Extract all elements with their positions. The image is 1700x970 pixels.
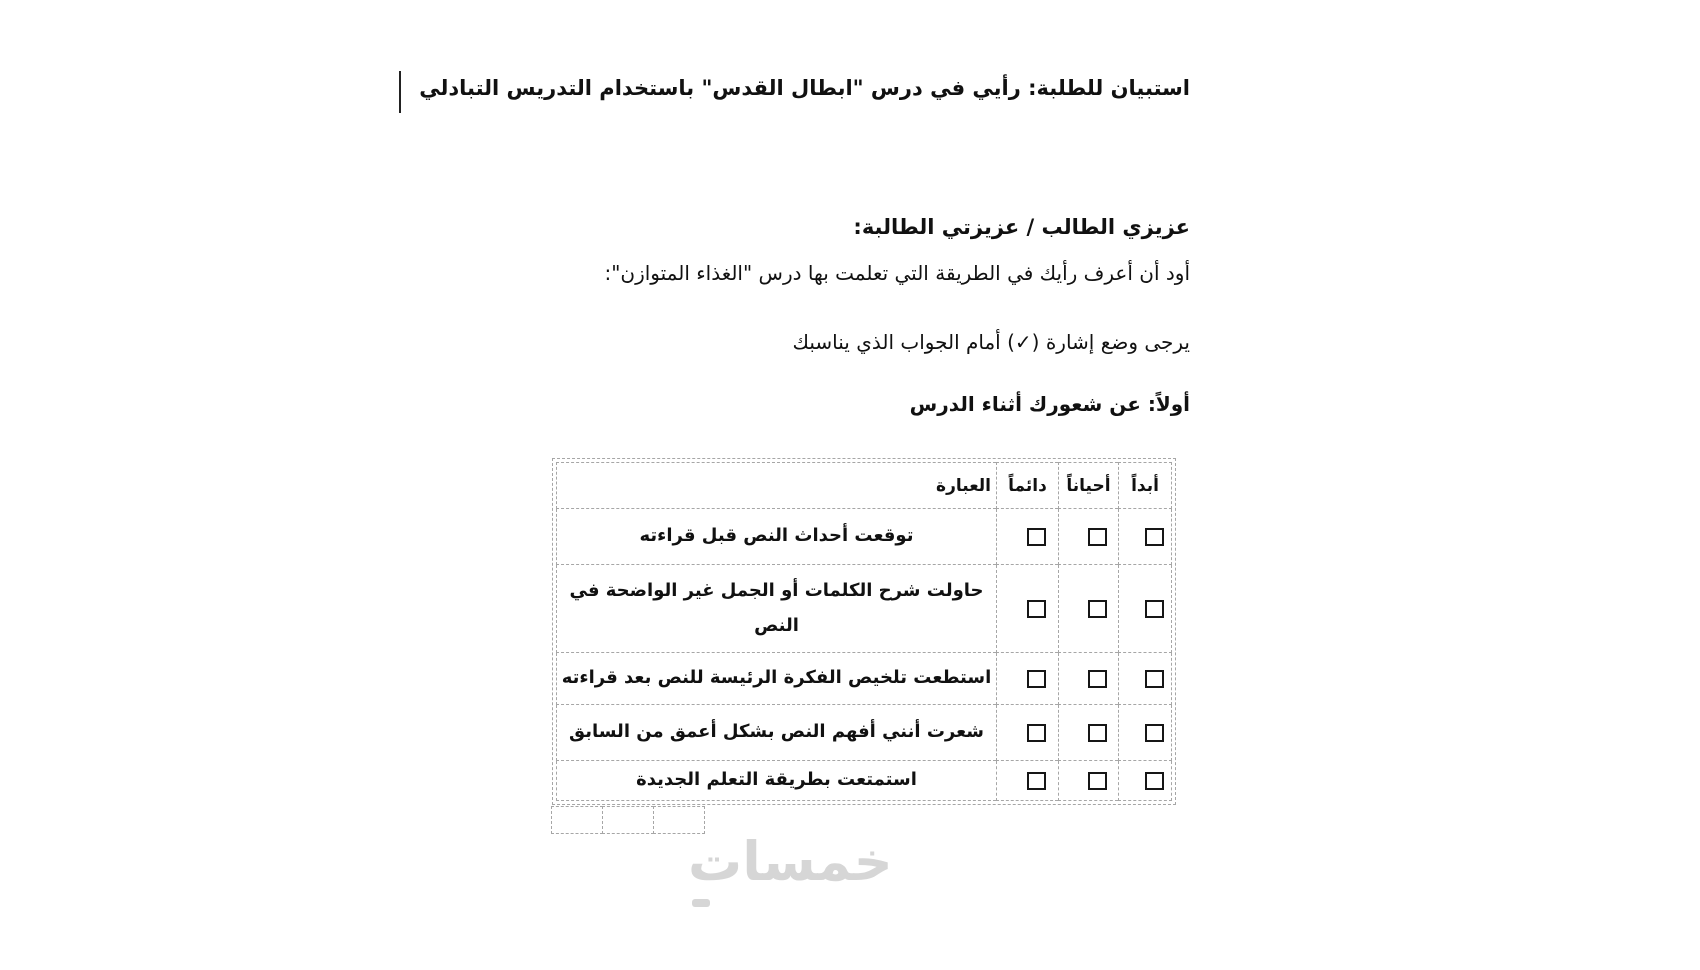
never-checkbox[interactable] <box>1145 772 1164 790</box>
table-row <box>557 761 1172 801</box>
never-checkbox[interactable] <box>1145 670 1164 688</box>
always-cell <box>997 565 1059 653</box>
section-heading: أولاً: عن شعورك أثناء الدرس <box>909 392 1190 416</box>
table-row <box>557 705 1172 761</box>
khamsat-watermark: خمسات <box>688 830 893 893</box>
never-checkbox[interactable] <box>1145 528 1164 546</box>
never-checkbox[interactable] <box>1145 600 1164 618</box>
sometimes-cell <box>1059 761 1119 801</box>
greeting-line: عزيزي الطالب / عزيزتي الطالبة: <box>853 215 1190 239</box>
sometimes-checkbox[interactable] <box>1088 772 1107 790</box>
header-never: أبداً <box>1119 463 1172 509</box>
document-title: استبيان للطلبة: رأيي في درس "ابطال القدس" باستخدام التدريس التبادلي <box>419 76 1190 100</box>
survey-table <box>552 458 1176 805</box>
always-cell <box>997 761 1059 801</box>
never-cell <box>1119 705 1172 761</box>
never-cell <box>1119 653 1172 705</box>
always-cell <box>997 509 1059 565</box>
sometimes-checkbox[interactable] <box>1088 670 1107 688</box>
never-cell <box>1119 761 1172 801</box>
table-row <box>557 653 1172 705</box>
header-sometimes: أحياناً <box>1059 463 1119 509</box>
intro-line: أود أن أعرف رأيك في الطريقة التي تعلمت بها درس "الغذاء المتوازن": <box>604 261 1190 285</box>
survey-table-body <box>557 509 1172 801</box>
never-cell <box>1119 565 1172 653</box>
instruction-line: يرجى وضع إشارة (✓) أمام الجواب الذي يناسبك <box>792 330 1190 354</box>
sometimes-cell <box>1059 705 1119 761</box>
header-statement: العبارة <box>557 463 997 509</box>
stub-cell <box>551 806 603 834</box>
header-row <box>557 463 1172 509</box>
never-checkbox[interactable] <box>1145 724 1164 742</box>
statement-text: توقعت أحداث النص قبل قراءته <box>557 509 997 565</box>
always-cell <box>997 705 1059 761</box>
sometimes-checkbox[interactable] <box>1088 600 1107 618</box>
statement-text: حاولت شرح الكلمات أو الجمل غير الواضحة في النص <box>557 565 997 653</box>
always-checkbox[interactable] <box>1027 670 1046 688</box>
stub-cell <box>602 806 654 834</box>
watermark-dot <box>692 899 710 907</box>
always-checkbox[interactable] <box>1027 772 1046 790</box>
always-checkbox[interactable] <box>1027 528 1046 546</box>
always-cell <box>997 653 1059 705</box>
table-row <box>557 565 1172 653</box>
text-cursor-caret <box>399 71 401 113</box>
never-cell <box>1119 509 1172 565</box>
empty-stub-row <box>552 806 705 834</box>
statement-text: استمتعت بطريقة التعلم الجديدة <box>557 761 997 801</box>
sometimes-cell <box>1059 565 1119 653</box>
header-always: دائماً <box>997 463 1059 509</box>
always-checkbox[interactable] <box>1027 724 1046 742</box>
sometimes-checkbox[interactable] <box>1088 724 1107 742</box>
sometimes-checkbox[interactable] <box>1088 528 1107 546</box>
table-row <box>557 509 1172 565</box>
statement-text: استطعت تلخيص الفكرة الرئيسة للنص بعد قراءته <box>557 653 997 705</box>
sometimes-cell <box>1059 509 1119 565</box>
always-checkbox[interactable] <box>1027 600 1046 618</box>
sometimes-cell <box>1059 653 1119 705</box>
statement-text: شعرت أنني أفهم النص بشكل أعمق من السابق <box>557 705 997 761</box>
survey-table-header <box>557 463 1172 509</box>
